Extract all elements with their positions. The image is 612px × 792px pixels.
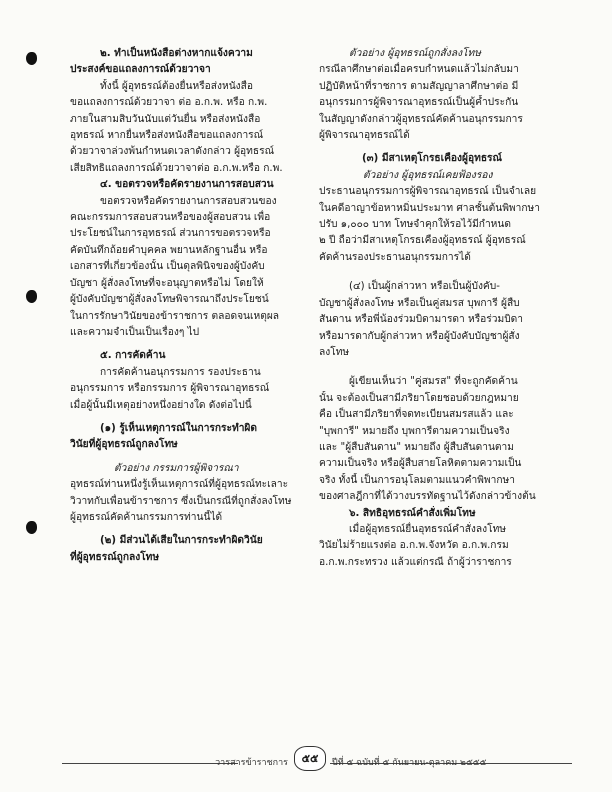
text-line: ภายในสามสิบวันนับแต่วันยื่น หรือส่งหนังสือ [70, 113, 261, 125]
text-line: และ "ผู้สืบสันดาน" หมายถึง ผู้สืบสันดานตาม [319, 441, 514, 453]
text-line: คัดค้านรองประธานอนุกรรมการได้ [319, 251, 471, 263]
example-line: ตัวอย่าง กรรมการผู้พิจารณา [114, 462, 239, 474]
text-line: ผู้พิจารณาอุทธรณ์ได้ [319, 130, 410, 142]
text-line: กรณีลาศึกษาต่อเมื่อครบกำหนดแล้วไม่กลับมา [319, 64, 519, 76]
text-line: เอกสารที่เกี่ยวข้องนั้น เป็นดุลพินิจของผู้บังคับ [70, 261, 265, 273]
text-line: "บุพการี" หมายถึง บุพการีตามความเป็นจริง [319, 425, 510, 437]
text-line: อนุกรรมการผู้พิจารณาอุทธรณ์เป็นผู้ค้ำประกัน [319, 97, 519, 109]
text-line: อ.ก.พ.กระทรวง แล้วแต่กรณี ถ้าผู้ว่าราชการ [319, 556, 512, 568]
text-line: วิวาทกับเพื่อนข้าราชการ ซึ่งเป็นกรณีที่ถูกสั่งลงโทษ [70, 495, 292, 507]
journal-name: วารสารข้าราชการ [215, 758, 288, 768]
section-heading: ๕. การคัดค้าน [100, 350, 166, 362]
text-line: ผู้อุทธรณ์คัดค้านกรรมการท่านนี้ได้ [70, 511, 223, 523]
example-line: ตัวอย่าง ผู้อุทธรณ์เคยฟ้องรอง [363, 169, 493, 181]
left-column [70, 46, 296, 566]
item-heading: (๔) เป็นผู้กล่าวหา หรือเป็นผู้บังคับ- [349, 281, 500, 293]
item-heading: (๑) รู้เห็นเหตุการณ์ในการกระทำผิด [100, 422, 258, 434]
text-line: ประธานอนุกรรมการผู้พิจารณาอุทธรณ์ เป็นจำเลย [319, 186, 537, 198]
text-line: เมื่อผู้นั้นมีเหตุอย่างหนึ่งอย่างใด ดังต่อไปนี้ [70, 399, 252, 411]
text-line: ด้วยวาจาล่วงพ้นกำหนดเวลาดังกล่าว ผู้อุทธรณ์ [70, 146, 275, 158]
text-line: หรือมารดากับผู้กล่าวหา หรือผู้บังคับบัญชาผู้สั่ง [319, 330, 520, 342]
text-line: ขอตรวจหรือคัดรายงานการสอบสวนของ [100, 195, 277, 207]
text-line: ในคดีอาญาข้อหาหมิ่นประมาท ศาลชั้นต้นพิพากษา [319, 202, 540, 214]
text-line: คือ เป็นสามีภริยาที่จดทะเบียนสมรสแล้ว และ [319, 409, 514, 421]
text-line: ที่ผู้อุทธรณ์ถูกลงโทษ [70, 551, 160, 563]
page-footer [62, 746, 572, 776]
text-line: ประสงค์ขอแถลงการณ์ด้วยวาจา [70, 64, 211, 76]
issue-info: ปีที่ ๕ ฉบับที่ ๕ กันยายน-ตุลาคม ๒๕๕๕ [332, 758, 487, 768]
text-line: ทั้งนี้ ผู้อุทธรณ์ต้องยื่นหรือส่งหนังสือ [100, 80, 253, 92]
page-number: ๕๕ [294, 746, 326, 771]
text-line: ๒ ปี ถือว่ามีสาเหตุโกรธเคืองผู้อุทธรณ์ ผู้อุทธรณ์ [319, 235, 526, 247]
text-line: สันดาน หรือพี่น้องร่วมบิดามารดา หรือร่วมบิดา [319, 314, 524, 326]
text-line: อุทธรณ์ท่านหนึ่งรู้เห็นเหตุการณ์ที่ผู้อุทธรณ์ทะเลาะ [70, 479, 289, 491]
text-line: อนุกรรมการ หรือกรรมการ ผู้พิจารณาอุทธรณ์ [70, 383, 270, 395]
text-line: คัดบันทึกถ้อยคำบุคคล พยานหลักฐานอื่น หรือ [70, 244, 268, 256]
example-line: ตัวอย่าง ผู้อุทธรณ์ถูกสั่งลงโทษ [349, 48, 481, 59]
text-line: อุทธรณ์ หากยื่นหรือส่งหนังสือขอแถลงการณ์ [70, 130, 264, 142]
section-heading: ๖. สิทธิอุทธรณ์คำสั่งเพิ่มโทษ [349, 507, 476, 519]
text-line: นั้น จะต้องเป็นสามีภริยาโดยชอบด้วยกฎหมาย [319, 392, 519, 404]
text-line: ความเป็นจริง หรือผู้สืบสายโลหิตตามความเป็น [319, 458, 522, 470]
section-heading: ๔. ขอตรวจหรือคัดรายงานการสอบสวน [100, 179, 274, 191]
text-line: ของศาลฎีกาที่ได้วางบรรทัดฐานไว้ดังกล่าวข้างต้น [319, 491, 536, 503]
text-line: ผู้บังคับบัญชาผู้สั่งลงโทษพิจารณาถึงประโยชน์ [70, 294, 269, 306]
text-line: และความจำเป็นเป็นเรื่องๆ ไป [70, 326, 200, 338]
right-column [319, 46, 545, 571]
text-line: วินัยไม่ร้ายแรงต่อ อ.ก.พ.จังหวัด อ.ก.พ.กรม [319, 540, 509, 552]
text-line: คณะกรรมการสอบสวนหรือของผู้สอบสวน เพื่อ [70, 212, 271, 224]
binder-hole-middle [26, 290, 37, 303]
text-line: บัญชา ผู้สั่งลงโทษที่จะอนุญาตหรือไม่ โดยให้ [70, 277, 264, 289]
item-heading: (๓) มีสาเหตุโกรธเคืองผู้อุทธรณ์ [362, 153, 502, 165]
text-line: ในสัญญาดังกล่าวผู้อุทธรณ์คัดค้านอนุกรรมการ [319, 113, 523, 125]
binder-hole-bottom [26, 521, 37, 534]
text-line: บัญชาผู้สั่งลงโทษ หรือเป็นคู่สมรส บุพการี ผู้สืบ [319, 297, 520, 309]
footer-rule [62, 763, 238, 764]
text-line: ปรับ ๑,๐๐๐ บาท โทษจำคุกให้รอไว้มีกำหนด [319, 219, 511, 231]
text-line: วินัยที่ผู้อุทธรณ์ถูกลงโทษ [70, 439, 178, 451]
text-line: ปฏิบัติหน้าที่ราชการ ตามสัญญาลาศึกษาต่อ มี [319, 80, 519, 92]
text-line: ลงโทษ [319, 346, 350, 358]
text-line: ในการรักษาวินัยของข้าราชการ ตลอดจนเหตุผล [70, 310, 280, 322]
item-heading: ๒. ทำเป็นหนังสือต่างหากแจ้งความ [100, 48, 253, 59]
binder-hole-top [26, 52, 37, 65]
text-line: ผู้เขียนเห็นว่า "คู่สมรส" ที่จะถูกคัดค้าน [349, 376, 518, 388]
text-line: จริง ทั้งนี้ เป็นการอนุโลมตามแนวคำพิพากษา [319, 474, 515, 486]
item-heading: (๒) มีส่วนได้เสียในการกระทำผิดวินัย [100, 535, 263, 547]
text-line: ประโยชน์ในการอุทธรณ์ ส่วนการขอตรวจหรือ [70, 228, 271, 240]
text-line: เมื่อผู้อุทธรณ์ยื่นอุทธรณ์คำสั่งลงโทษ [349, 523, 507, 535]
text-line: เสียสิทธิแถลงการณ์ด้วยวาจาต่อ อ.ก.พ.หรือ ก.พ. [70, 162, 283, 174]
text-line: ขอแถลงการณ์ด้วยวาจา ต่อ อ.ก.พ. หรือ ก.พ. [70, 97, 268, 109]
text-line: การคัดค้านอนุกรรมการ รองประธาน [100, 366, 261, 378]
